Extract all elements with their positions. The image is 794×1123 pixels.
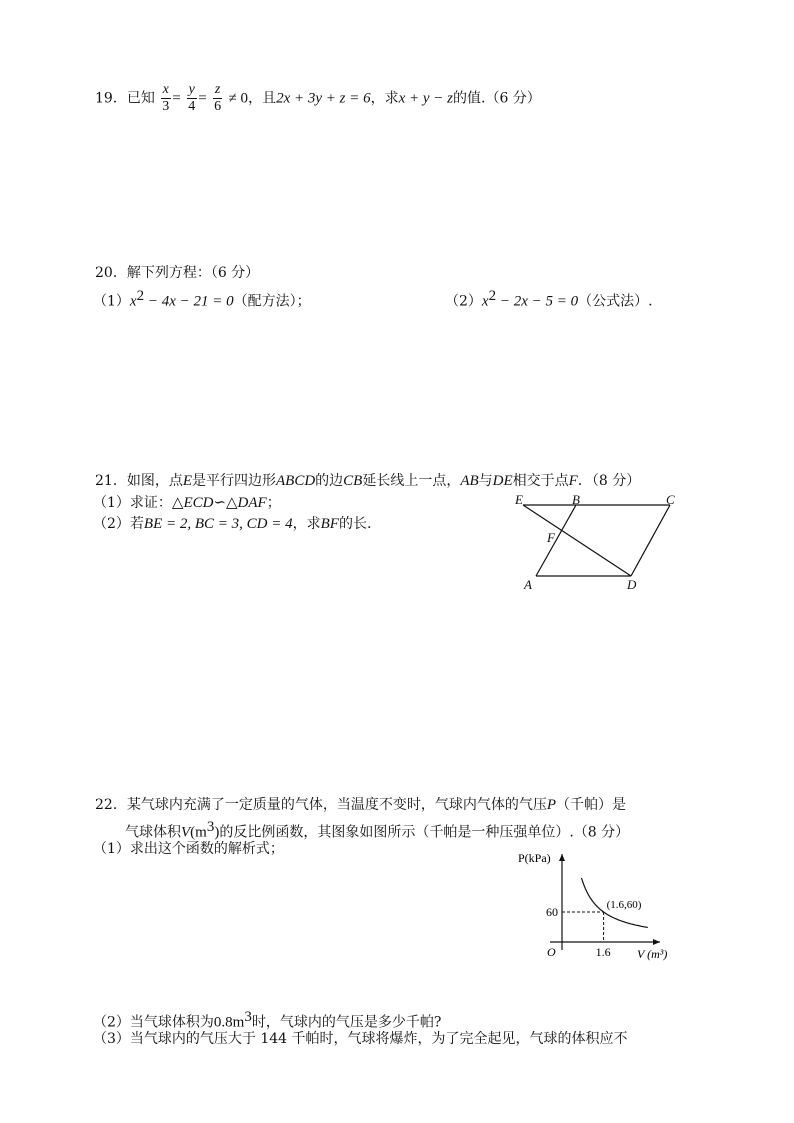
- segment-AB: [536, 505, 576, 576]
- q22-part3: （3）当气球内的气压大于 144 千帕时，气球将爆炸，为了完全起见，气球的体积应不: [93, 1031, 628, 1047]
- x-axis-label: V (m³): [637, 947, 668, 961]
- q20-part1: $(1)x^2 - 4x - 21 = 0$（配方法）；: [93, 288, 311, 310]
- q21-part2: （2）若BE = 2, BC = 3, CD = 4，求BF的长.: [93, 516, 372, 532]
- q20-title: 20．解下列方程：（6 分）: [95, 265, 260, 281]
- fraction-y-4: $\frac{y}{4}$: [188, 82, 196, 114]
- label-D: D: [627, 577, 637, 592]
- parallelogram-figure: [510, 492, 690, 592]
- y-axis-arrow: [559, 854, 565, 861]
- tick-label-1-6: 1.6: [595, 945, 611, 959]
- q20-part2: $(2)x^2 - 2x - 5 = 0$（公式法）.: [445, 288, 653, 310]
- q19-line: 19．已知 $\frac{x}{3}$ = $\frac{y}{4}$ = $\frac{z}{6}$ ≠ 0，且2x + 3y + z = 6，求x + y − z的值.（6 分）: [95, 82, 541, 114]
- point-label: (1.6,60): [606, 899, 642, 911]
- label-A: A: [524, 577, 532, 592]
- y-axis-label: P(kPa): [518, 851, 551, 865]
- fraction-z-6: $\frac{z}{6}$: [214, 82, 222, 114]
- label-F: F: [547, 530, 555, 545]
- q21-stem: 21．如图，点E是平行四边形ABCD的边CB延长线上一点，AB与DE相交于点F．（8 分）: [95, 473, 641, 489]
- segment-CD: [631, 505, 670, 576]
- origin-label: O: [547, 945, 556, 959]
- segment-ED: [523, 505, 631, 576]
- q22-part2: （2）当气球体积为$0.8m^3$时，气球内的气压是多少千帕?: [93, 1009, 442, 1031]
- q22-line1: 22．某气球内充满了一定质量的气体，当温度不变时，气球内气体的气压P（千帕）是: [95, 797, 626, 813]
- q19-condition: 2x + 3y + z = 6: [276, 90, 371, 107]
- q22-part1: （1）求出这个函数的解析式；: [93, 841, 284, 857]
- label-B: B: [572, 492, 580, 507]
- label-C: C: [666, 492, 675, 507]
- x-axis-arrow: [653, 939, 660, 945]
- q19-expression: x + y − z: [398, 90, 453, 107]
- fraction-x-3: $\frac{x}{3}$: [162, 82, 170, 114]
- q22-line2: 气球体积$V(m^3)$的反比例函数，其图象如图所示（千帕是一种压强单位）.（8 分）: [125, 819, 630, 841]
- tick-label-60: 60: [546, 905, 558, 919]
- label-E: E: [515, 492, 523, 507]
- q21-part1: （1）求证：△ECD∽△DAF；: [93, 495, 281, 511]
- pressure-volume-graph: [510, 848, 680, 964]
